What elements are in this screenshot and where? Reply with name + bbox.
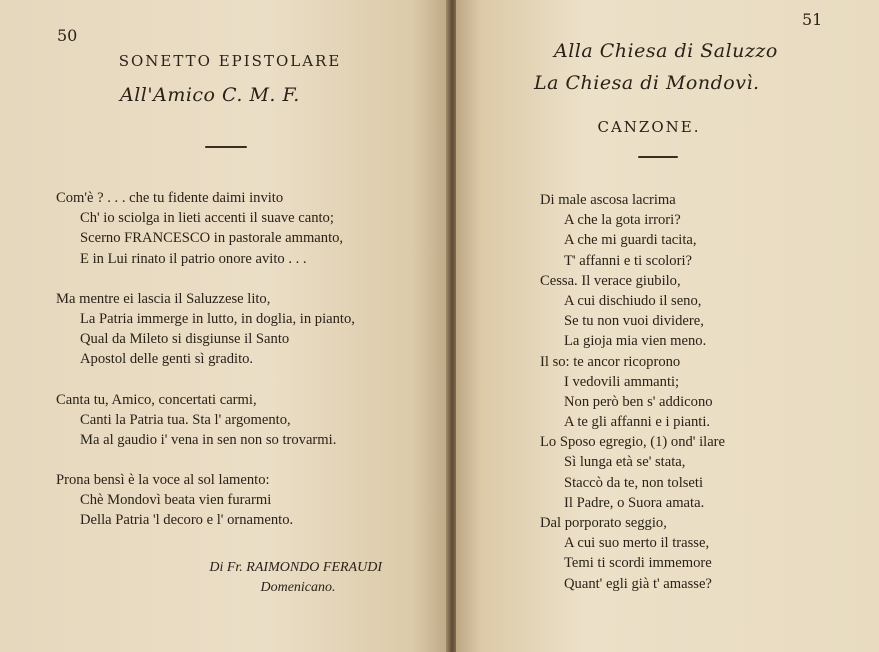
verse-line: A che mi guardi tacita, [564, 232, 697, 249]
left-page-number: 50 [57, 26, 78, 45]
stanza-2 [56, 289, 355, 370]
verse-line: Ma mentre ei lascia il Saluzzese lito, [56, 290, 271, 307]
right-page [456, 0, 879, 652]
verse-line: I vedovili ammanti; [564, 373, 680, 390]
author-order: Domenicano. [260, 580, 336, 595]
verse-line: Della Patria 'l decoro e l' ornamento. [80, 512, 294, 529]
canzone-heading-line-2: La Chiesa di Mondovì. [534, 72, 760, 94]
author-name: Di Fr. RAIMONDO FERAUDI [209, 560, 382, 575]
author-signature [190, 558, 382, 598]
verse-line: A te gli affanni e i pianti. [564, 414, 711, 431]
verse-line: Com'è ? . . . che tu fidente daimi invito [56, 190, 284, 206]
verse-line: Lo Sposo egregio, (1) ond' ilare [540, 434, 726, 451]
verse-line: Se tu non vuoi dividere, [564, 313, 704, 330]
stanza-3 [56, 390, 355, 451]
verse-line: Ma al gaudio i' vena in sen non so trovarmi. [80, 431, 337, 448]
verse-line: Non però ben s' addicono [564, 393, 713, 410]
stanza-1 [56, 188, 355, 269]
stanza-4 [56, 470, 355, 531]
canzone-text [540, 190, 725, 594]
verse-line: Scerno FRANCESCO in pastorale ammanto, [80, 230, 344, 247]
verse-line: Apostol delle genti sì gradito. [80, 351, 254, 368]
verse-line: Canta tu, Amico, concertati carmi, [56, 391, 257, 408]
verse-line: Staccò da te, non tolseti [564, 474, 704, 491]
verse-line: A che la gota irrori? [564, 212, 681, 229]
ornament-divider [638, 154, 678, 160]
verse-line: Ch' io sciolga in lieti accenti il suave canto; [80, 210, 334, 227]
verse-line: Di male ascosa lacrima [540, 192, 676, 208]
verse-line: Sì lunga età se' stata, [564, 454, 686, 471]
verse-line: Il so: te ancor ricoprono [540, 353, 681, 370]
verse-line: Dal porporato seggio, [540, 515, 667, 531]
verse-line: T' affanni e ti scolori? [564, 252, 692, 269]
sonnet-text [56, 188, 355, 551]
verse-line: La gioja mia vien meno. [564, 333, 707, 350]
sonnet-title: SONETTO EPISTOLARE [118, 52, 342, 70]
verse-line: Prona bensì è la voce al sol lamento: [56, 472, 270, 489]
verse-line: E in Lui rinato il patrio onore avito . . . [80, 250, 307, 267]
canzone-heading-line-1: Alla Chiesa di Saluzzo [554, 40, 778, 62]
verse-line: Il Padre, o Suora amata. [564, 494, 705, 511]
ornament-divider [205, 144, 247, 150]
verse-line: Temi ti scordi immemore [564, 555, 712, 572]
verse-line: Cessa. Il verace giubilo, [540, 272, 681, 289]
sonnet-dedication: All'Amico C. M. F. [120, 84, 300, 106]
verse-line: Canti la Patria tua. Sta l' argomento, [80, 411, 291, 428]
verse-line: A cui dischiudo il seno, [564, 292, 702, 309]
canzone-title: CANZONE. [597, 118, 701, 136]
verse-line: A cui suo merto il trasse, [564, 535, 710, 552]
verse-line: La Patria immerge in lutto, in doglia, in pianto, [80, 310, 355, 327]
right-page-number: 51 [802, 10, 823, 29]
verse-line: Chè Mondovì beata vien furarmi [80, 492, 272, 509]
verse-line: Qual da Mileto si disgiunse il Santo [80, 331, 290, 348]
verse-line: Quant' egli già t' amasse? [564, 575, 712, 592]
